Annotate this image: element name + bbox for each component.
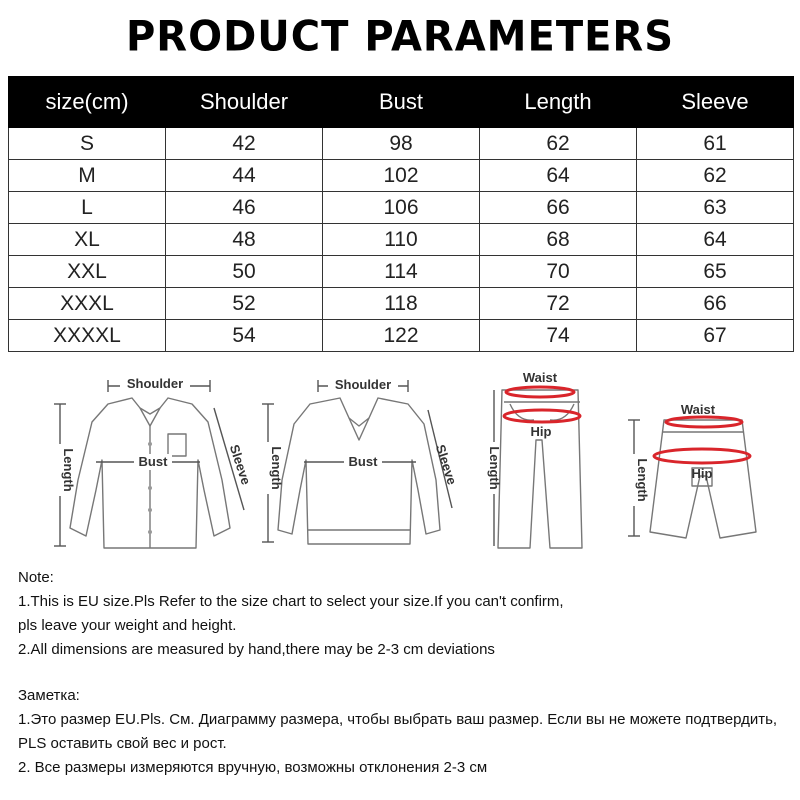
table-row <box>9 320 794 352</box>
table-cell: 106 <box>323 192 480 224</box>
table-cell: 46 <box>166 192 323 224</box>
pants-waist-label: Waist <box>522 370 558 385</box>
table-cell: 54 <box>166 320 323 352</box>
table-cell: 52 <box>166 288 323 320</box>
header-size: size(cm) <box>9 77 166 128</box>
table-cell: 50 <box>166 256 323 288</box>
table-cell: 64 <box>637 224 794 256</box>
sweater-bust-label: Bust <box>348 454 378 469</box>
table-row <box>9 256 794 288</box>
table-cell: L <box>9 192 166 224</box>
table-cell: 61 <box>637 128 794 160</box>
table-cell: 42 <box>166 128 323 160</box>
table-cell: 63 <box>637 192 794 224</box>
table-cell: 65 <box>637 256 794 288</box>
table-cell: 74 <box>480 320 637 352</box>
table-row <box>9 192 794 224</box>
page-title: PRODUCT PARAMETERS <box>125 12 675 62</box>
notes-section <box>18 566 798 780</box>
note-line-ru: PLS оставить свой вес и рост. <box>18 735 227 752</box>
table-cell: XXXXL <box>9 320 166 352</box>
header-length: Length <box>480 77 637 128</box>
table-row <box>9 128 794 160</box>
table-cell: 48 <box>166 224 323 256</box>
table-cell: S <box>9 128 166 160</box>
table-cell: 62 <box>480 128 637 160</box>
sweater-diagram <box>278 398 440 544</box>
sweater-length-label: Length <box>269 446 284 490</box>
table-cell: XXXL <box>9 288 166 320</box>
sweater-shoulder-label: Shoulder <box>334 377 392 392</box>
shirt-shoulder-label: Shoulder <box>126 376 184 391</box>
sweater-sleeve-label: Sleeve <box>432 442 460 487</box>
shorts-waist-label: Waist <box>680 402 716 417</box>
note-line: pls leave your weight and height. <box>18 617 237 634</box>
shorts-length-label: Length <box>635 458 650 502</box>
table-header-row <box>9 77 794 128</box>
table-cell: 66 <box>480 192 637 224</box>
table-cell: 70 <box>480 256 637 288</box>
table-cell: 67 <box>637 320 794 352</box>
note-line: 2.All dimensions are measured by hand,there may be 2-3 cm deviations <box>18 641 495 658</box>
table-cell: 44 <box>166 160 323 192</box>
table-row <box>9 160 794 192</box>
table-cell: XL <box>9 224 166 256</box>
table-cell: XXL <box>9 256 166 288</box>
table-cell: 62 <box>637 160 794 192</box>
shorts-hip-label: Hip <box>691 466 713 481</box>
pants-length-label: Length <box>487 446 502 490</box>
shirt-bust-label: Bust <box>138 454 168 469</box>
table-cell: 102 <box>323 160 480 192</box>
pants-hip-label: Hip <box>530 424 552 439</box>
header-shoulder: Shoulder <box>166 77 323 128</box>
table-cell: 110 <box>323 224 480 256</box>
table-cell: 122 <box>323 320 480 352</box>
table-cell: 98 <box>323 128 480 160</box>
table-cell: 64 <box>480 160 637 192</box>
table-cell: 72 <box>480 288 637 320</box>
header-bust: Bust <box>323 77 480 128</box>
shirt-sleeve-label: Sleeve <box>226 442 254 487</box>
notes-heading-en: Note: <box>18 569 54 586</box>
table-cell: 118 <box>323 288 480 320</box>
size-table <box>8 76 794 352</box>
table-row <box>9 224 794 256</box>
measurement-diagrams <box>0 360 800 570</box>
header-sleeve: Sleeve <box>637 77 794 128</box>
note-line-ru: 2. Все размеры измеряются вручную, возможны отклонения 2-3 см <box>18 759 488 776</box>
table-cell: 66 <box>637 288 794 320</box>
table-cell: 114 <box>323 256 480 288</box>
shirt-length-label: Length <box>61 448 76 492</box>
note-line: 1.This is EU size.Pls Refer to the size chart to select your size.If you can't confirm, <box>18 593 564 610</box>
notes-heading-ru: Заметка: <box>18 687 80 704</box>
diagrams-svg <box>0 360 800 570</box>
table-cell: M <box>9 160 166 192</box>
shirt-diagram <box>70 398 230 548</box>
table-cell: 68 <box>480 224 637 256</box>
note-line-ru: 1.Это размер EU.Pls. См. Диаграмму размера, чтобы выбрать ваш размер. Если вы не можете подтвердить, <box>18 711 778 728</box>
table-row <box>9 288 794 320</box>
